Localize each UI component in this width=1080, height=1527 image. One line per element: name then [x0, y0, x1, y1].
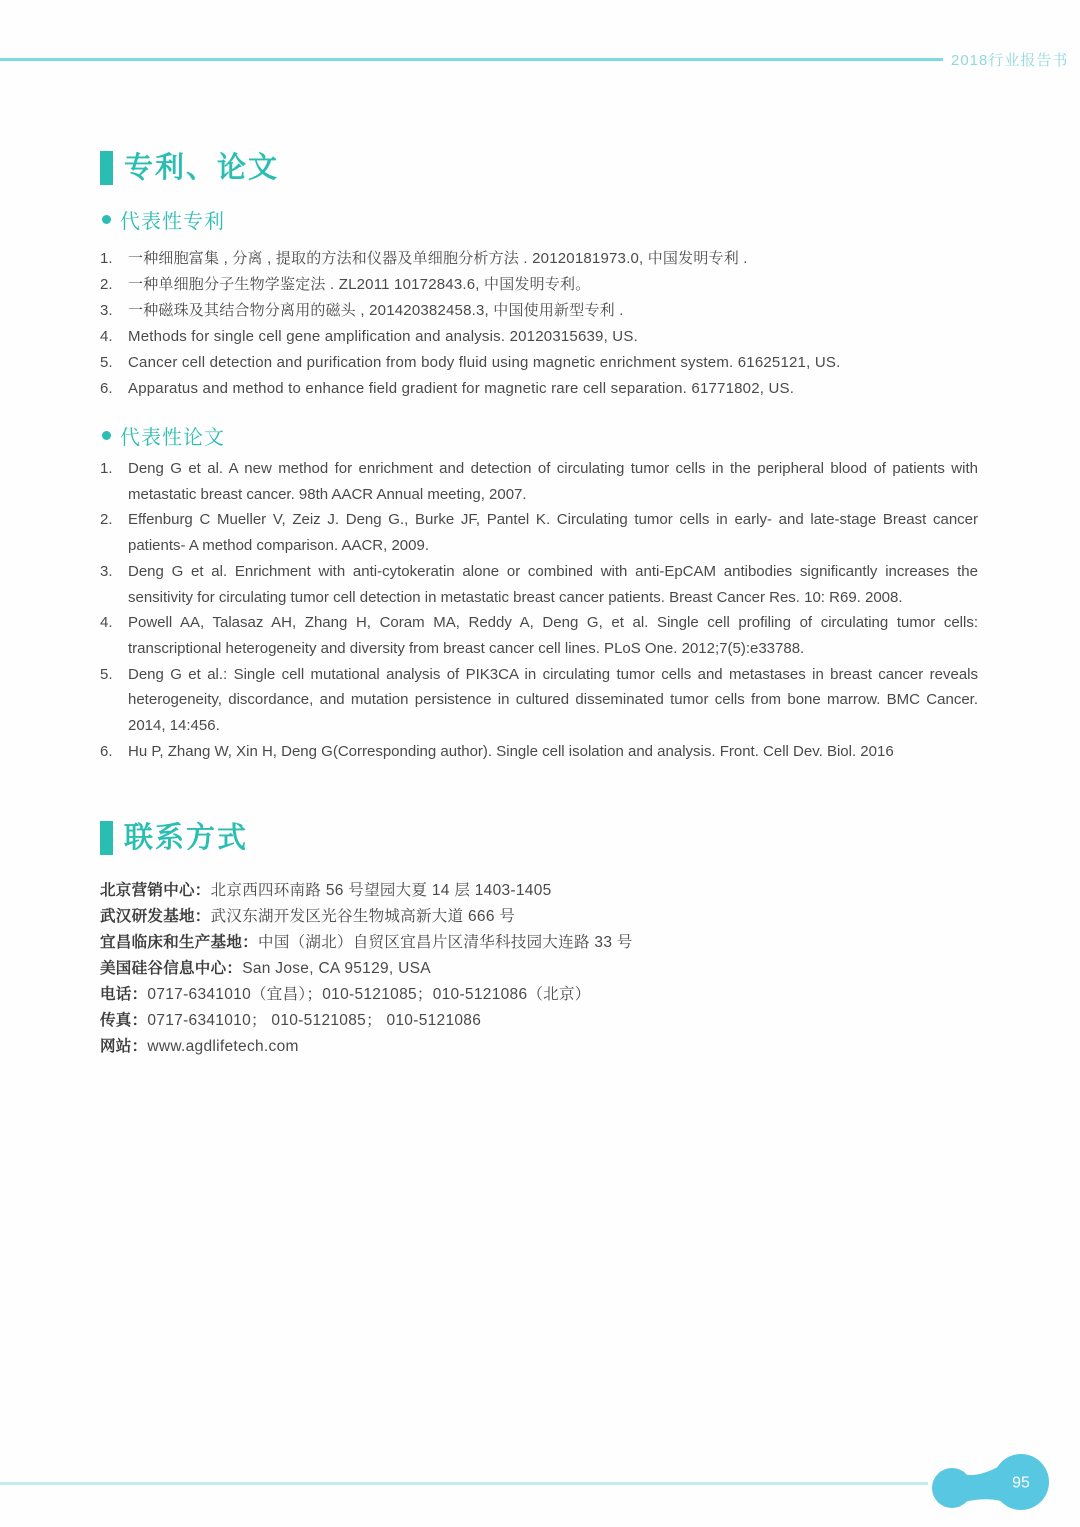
item-number: 5. — [100, 354, 113, 371]
paper-item — [100, 662, 978, 739]
item-text: Apparatus and method to enhance field gradient for magnetic rare cell separation. 61771802, US. — [128, 380, 795, 397]
subsection-heading-patents — [100, 206, 978, 232]
contact-value: 北京西四环南路 56 号望园大夏 14 层 1403-1405 — [210, 882, 552, 899]
item-text: Effenburg C Mueller V, Zeiz J. Deng G., Burke JF, Pantel K. Circulating tumor cells in early- and late-stage Breast cancer patients- A method comparison. AACR, 2009. — [128, 511, 978, 555]
paper-item — [100, 456, 978, 507]
item-text: 一种单细胞分子生物学鉴定法 . ZL2011 10172843.6, 中国发明专利。 — [128, 276, 591, 293]
item-number: 6. — [100, 742, 113, 760]
contact-label: 武汉研发基地： — [100, 908, 211, 925]
item-number: 4. — [100, 328, 113, 345]
contact-line-yichang-base — [100, 930, 978, 956]
header-divider — [0, 58, 943, 61]
bullet-dot-icon — [102, 431, 111, 440]
section-heading-contact — [100, 820, 978, 856]
patent-item — [100, 376, 978, 402]
heading-accent-bar — [100, 151, 113, 185]
patent-item — [100, 324, 978, 350]
subsection-title: 代表性论文 — [120, 426, 225, 449]
dumbbell-shape-icon — [922, 1450, 1054, 1516]
contact-line-wuhan-base — [100, 904, 978, 930]
section-heading-patents-papers — [100, 150, 978, 186]
patent-item — [100, 350, 978, 376]
heading-accent-bar — [100, 821, 113, 855]
item-number: 2. — [100, 511, 113, 529]
item-text: Powell AA, Talasaz AH, Zhang H, Coram MA, Reddy A, Deng G, et al. Single cell profiling of circulating tumor cells: transcriptional heterogeneity and diversity from breast cancer cell lines. PLoS One. 2012;7(5):e33788. — [128, 614, 978, 657]
contact-value: 0717-6341010（宜昌）；010-5121085；010-5121086（北京） — [147, 986, 591, 1003]
patent-list — [100, 246, 978, 402]
item-text: Cancer cell detection and purification from body fluid using magnetic enrichment system. 61625121, US. — [128, 354, 841, 371]
patent-item — [100, 246, 978, 272]
contact-label: 美国硅谷信息中心： — [100, 960, 243, 977]
patent-item — [100, 298, 978, 324]
item-text: Deng G et al.: Single cell mutational analysis of PIK3CA in circulating tumor cells and metastases in breast cancer reveals heterogeneity, discordance, and mutation persistence in cultured disseminated tumor cells from bone marrow. BMC Cancer. 2014, 14:456. — [128, 665, 978, 735]
contact-lines — [100, 878, 978, 1060]
contact-value: San Jose, CA 95129, USA — [242, 960, 431, 977]
patents-papers-section — [100, 150, 978, 764]
item-text: Deng G et al. Enrichment with anti-cytokeratin alone or combined with anti-EpCAM antibodies significantly increases the sensitivity for circulating tumor cell detection in metastatic breast cancer patients. Breast Cancer Res. 10: R69. 2008. — [128, 562, 978, 606]
page-indicator — [922, 1450, 1054, 1516]
contact-label: 电话： — [100, 986, 148, 1003]
contact-line-phone — [100, 982, 978, 1008]
contact-value: 武汉东湖开发区光谷生物城高新大道 666 号 — [210, 908, 516, 925]
contact-value: 0717-6341010； 010-5121085； 010-5121086 — [147, 1012, 482, 1029]
item-text: 一种磁珠及其结合物分离用的磁头 , 201420382458.3, 中国使用新型专利 . — [128, 302, 624, 319]
paper-item — [100, 559, 978, 610]
section-title: 专利、论文 — [124, 152, 280, 184]
contact-label: 传真： — [100, 1012, 148, 1029]
contact-line-fax — [100, 1008, 978, 1034]
contact-line-us-center — [100, 956, 978, 982]
footer-divider — [0, 1482, 928, 1485]
item-number: 3. — [100, 562, 113, 580]
item-number: 1. — [100, 460, 113, 477]
contact-label: 北京营销中心： — [100, 882, 211, 899]
item-number: 5. — [100, 665, 113, 683]
bullet-dot-icon — [102, 215, 111, 224]
contact-label: 宜昌临床和生产基地： — [100, 934, 259, 951]
item-text: Methods for single cell gene amplification and analysis. 20120315639, US. — [128, 328, 638, 345]
paper-item — [100, 507, 978, 558]
contact-line-website — [100, 1034, 978, 1060]
subsection-heading-papers — [100, 422, 978, 448]
section-title: 联系方式 — [124, 822, 249, 854]
contact-line-beijing-center — [100, 878, 978, 904]
report-title: 2018行业报告书 — [951, 52, 1069, 69]
item-number: 3. — [100, 302, 113, 319]
paper-list — [100, 456, 978, 764]
page-number: 95 — [1012, 1474, 1030, 1492]
item-number: 2. — [100, 276, 113, 293]
paper-item — [100, 739, 978, 765]
item-number: 6. — [100, 380, 113, 397]
item-text: Hu P, Zhang W, Xin H, Deng G(Corresponding author). Single cell isolation and analysis. Front. Cell Dev. Biol. 2016 — [128, 742, 894, 760]
item-text: Deng G et al. A new method for enrichment and detection of circulating tumor cells in the peripheral blood of patients with metastatic breast cancer. 98th AACR Annual meeting, 2007. — [128, 460, 978, 503]
subsection-title: 代表性专利 — [120, 210, 225, 233]
item-text: 一种细胞富集 , 分离 , 提取的方法和仪器及单细胞分析方法 . 20120181973.0, 中国发明专利 . — [128, 250, 748, 267]
contact-label: 网站： — [100, 1038, 148, 1055]
item-number: 4. — [100, 614, 113, 632]
item-number: 1. — [100, 250, 113, 267]
contact-value: 中国（湖北）自贸区宜昌片区清华科技园大连路 33 号 — [258, 934, 633, 951]
contact-value: www.agdlifetech.com — [147, 1038, 299, 1055]
paper-item — [100, 610, 978, 661]
patent-item — [100, 272, 978, 298]
contact-section — [100, 820, 978, 1060]
